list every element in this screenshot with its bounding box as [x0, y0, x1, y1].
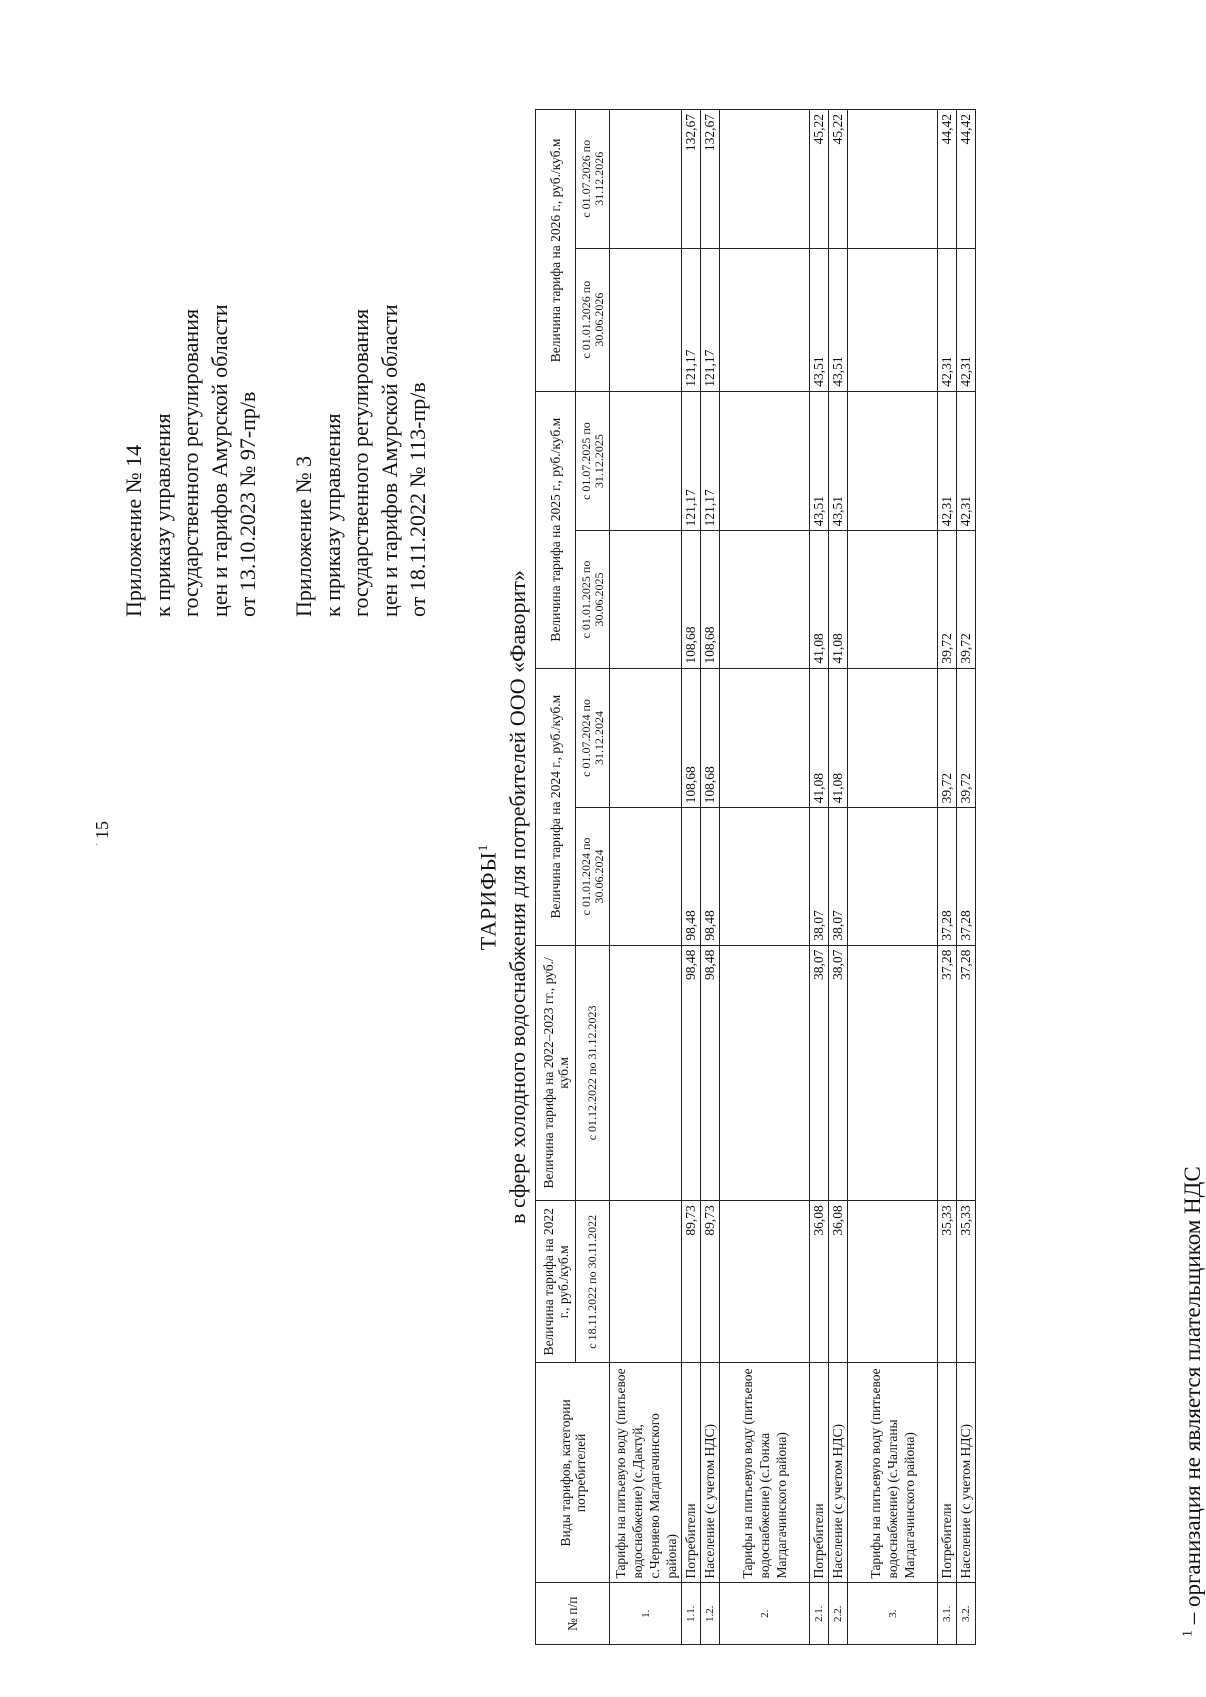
appendix-14-line: Приложение № 14: [121, 444, 146, 617]
consumer-category: Население (с учетом НДС): [701, 1363, 720, 1583]
table-row: [938, 110, 957, 1645]
scan-speck: ·: [95, 840, 99, 851]
table-row-group: [848, 110, 938, 1645]
row-number: 3.1.: [938, 1583, 957, 1645]
appendix-3-line: государственного регулирования: [348, 308, 373, 617]
tariff-value: 108,68: [682, 531, 701, 668]
tariff-value: 98,48: [682, 808, 701, 945]
tariff-value: 121,17: [682, 391, 701, 531]
row-number: 2.: [720, 1583, 810, 1645]
header-no: № п/п: [536, 1583, 610, 1645]
tariff-value: 38,07: [829, 945, 848, 1201]
header-period: с 01.01.2024 по 30.06.2024: [576, 808, 610, 945]
tariff-value: 37,28: [957, 945, 976, 1201]
tariff-value: 43,51: [829, 248, 848, 391]
row-number: 3.2.: [957, 1583, 976, 1645]
table-row: [829, 110, 848, 1645]
tariff-value: 45,22: [810, 110, 829, 249]
tariff-value: 41,08: [810, 668, 829, 808]
header-period: с 01.01.2025 по 30.06.2025: [576, 531, 610, 668]
footnote-text: – организация не является плательщиком НДС: [1180, 1166, 1205, 1630]
tariff-value: 41,08: [810, 531, 829, 668]
tariff-value: 43,51: [810, 391, 829, 531]
appendix-3-block: [290, 117, 433, 617]
tariff-value: 42,31: [957, 391, 976, 531]
tariff-value: 43,51: [829, 391, 848, 531]
tariff-value: 98,48: [682, 945, 701, 1201]
tariff-value: 42,31: [957, 248, 976, 391]
footnote: [1180, 1166, 1206, 1637]
tariff-value: 45,22: [829, 110, 848, 249]
tariff-value: 89,73: [682, 1201, 701, 1363]
row-number: 2.2.: [829, 1583, 848, 1645]
document-subtitle: в сфере холодного водоснабжения для потребителей ООО «Фаворит»: [505, 570, 530, 1224]
document-title: [475, 97, 501, 1697]
tariff-group-name: Тарифы на питьевую воду (питьевое водоснабжение) (с.Гонжа Магдагачинского района): [720, 1363, 810, 1583]
header-kind: Виды тарифов, категории потребителей: [536, 1363, 610, 1583]
tariff-value: 41,08: [829, 668, 848, 808]
tariff-value: 39,72: [957, 668, 976, 808]
appendix-14-line: цен и тарифов Амурской области: [206, 304, 232, 617]
tariff-value: 36,08: [810, 1201, 829, 1363]
appendix-14-line: к приказу управления: [149, 413, 175, 617]
tariff-value: 132,67: [682, 110, 701, 249]
table-row-group: [720, 110, 810, 1645]
appendix-3-line: Приложение № 3: [291, 455, 316, 617]
header-period: с 01.12.2022 по 31.12.2023: [576, 945, 610, 1201]
header-year-2024: Величина тарифа на 2024 г., руб./куб.м: [536, 668, 576, 945]
header-year-2026: Величина тарифа на 2026 г., руб./куб.м: [536, 110, 576, 392]
appendix-3-line: к приказу управления: [319, 413, 345, 617]
row-number: 2.1.: [810, 1583, 829, 1645]
tariff-group-name: Тарифы на питьевую воду (питьевое водоснабжение) (с.Чалганы Магдагачинского района): [848, 1363, 938, 1583]
header-period: с 01.07.2026 по 31.12.2026: [576, 110, 610, 249]
tariff-value: 37,28: [938, 808, 957, 945]
tariff-group-name: Тарифы на питьевую воду (питьевое водоснабжение) (с.Дактуй, с.Черняево Магдагачинского района): [610, 1363, 682, 1583]
tariff-value: 121,17: [701, 391, 720, 531]
appendix-3-line: от 18.11.2022 № 113-пр/в: [405, 382, 430, 617]
row-number: 1.1.: [682, 1583, 701, 1645]
header-period: с 01.07.2024 по 31.12.2024: [576, 668, 610, 808]
tariffs-table: [535, 109, 976, 1645]
tariff-value: 43,51: [810, 248, 829, 391]
tariff-value: 38,07: [829, 808, 848, 945]
page-number: 15: [92, 821, 112, 839]
header-row-top: [536, 110, 576, 1645]
header-period: с 18.11.2022 по 30.11.2022: [576, 1201, 610, 1363]
table-row: [701, 110, 720, 1645]
consumer-category: Население (с учетом НДС): [957, 1363, 976, 1583]
tariff-value: 39,72: [938, 668, 957, 808]
tariff-value: 41,08: [829, 531, 848, 668]
consumer-category: Потребители: [682, 1363, 701, 1583]
appendix-14-line: от 13.10.2023 № 97-пр/в: [235, 391, 260, 617]
tariff-value: 44,42: [957, 110, 976, 249]
tariff-value: 44,42: [938, 110, 957, 249]
tariff-value: 42,31: [938, 248, 957, 391]
consumer-category: Население (с учетом НДС): [829, 1363, 848, 1583]
footnote-mark: 1: [1180, 1630, 1196, 1637]
tariff-value: 35,33: [938, 1201, 957, 1363]
tariff-value: 37,28: [957, 808, 976, 945]
appendix-14-line: государственного регулирования: [178, 308, 203, 617]
table-row: [957, 110, 976, 1645]
tariff-value: 108,68: [682, 668, 701, 808]
table-row-group: [610, 110, 682, 1645]
tariff-value: 108,68: [701, 531, 720, 668]
consumer-category: Потребители: [938, 1363, 957, 1583]
tariff-value: 39,72: [938, 531, 957, 668]
tariff-value: 108,68: [701, 668, 720, 808]
header-period: с 01.01.2026 по 30.06.2026: [576, 248, 610, 391]
appendix-14-block: [120, 117, 263, 617]
rotated-page-content: [0, 97, 1205, 1697]
tariff-value: 89,73: [701, 1201, 720, 1363]
row-number: 3.: [848, 1583, 938, 1645]
tariff-value: 38,07: [810, 808, 829, 945]
tariff-value: 132,67: [701, 110, 720, 249]
table-row: [810, 110, 829, 1645]
tariff-value: 121,17: [682, 248, 701, 391]
tariff-value: 38,07: [810, 945, 829, 1201]
tariff-value: 121,17: [701, 248, 720, 391]
row-number: 1.2.: [701, 1583, 720, 1645]
tariff-value: 39,72: [957, 531, 976, 668]
title-footnote-mark: 1: [475, 843, 490, 852]
tariff-value: 37,28: [938, 945, 957, 1201]
tariff-value: 36,08: [829, 1201, 848, 1363]
header-year-2022: Величина тарифа на 2022 г., руб./куб.м: [536, 1201, 576, 1363]
tariff-value: 35,33: [957, 1201, 976, 1363]
header-year-2025: Величина тарифа на 2025 г., руб./куб.м: [536, 391, 576, 668]
tariff-value: 98,48: [701, 945, 720, 1201]
consumer-category: Потребители: [810, 1363, 829, 1583]
table-row: [682, 110, 701, 1645]
header-year-2022-2023: Величина тарифа на 2022–2023 гг., руб./куб.м: [536, 945, 576, 1201]
header-period: с 01.07.2025 по 31.12.2025: [576, 391, 610, 531]
title-text: ТАРИФЫ: [475, 851, 501, 951]
tariff-value: 42,31: [938, 391, 957, 531]
row-number: 1.: [610, 1583, 682, 1645]
tariff-value: 98,48: [701, 808, 720, 945]
appendix-3-line: цен и тарифов Амурской области: [376, 304, 402, 617]
